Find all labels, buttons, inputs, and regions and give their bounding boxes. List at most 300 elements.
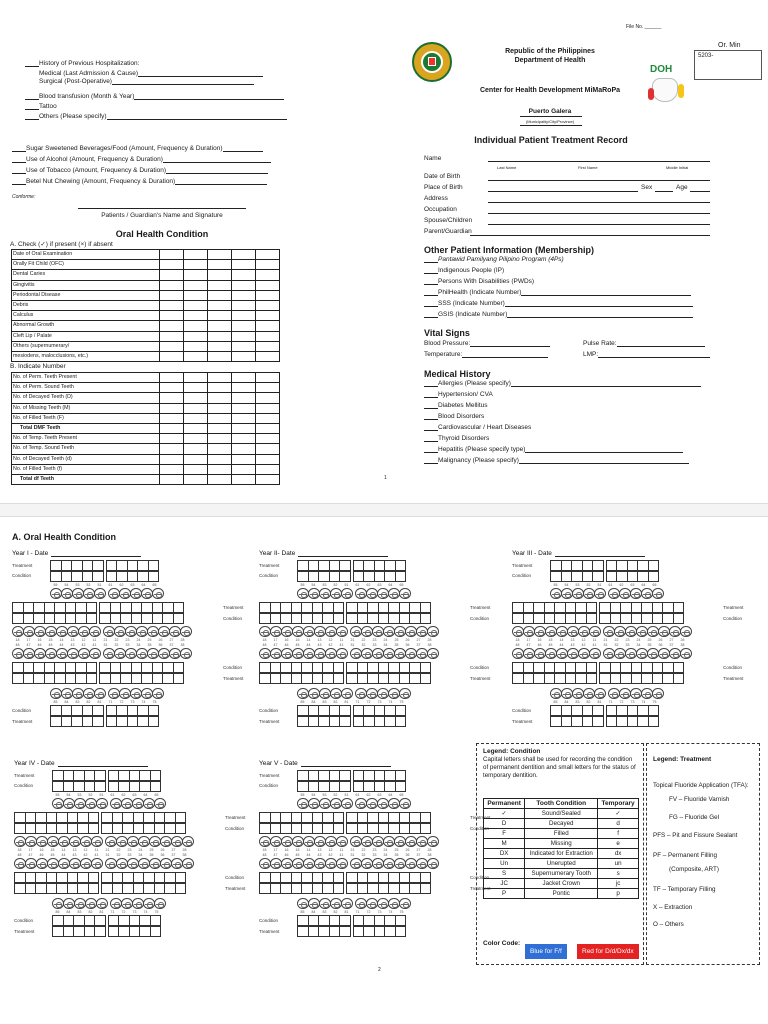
tooth-diagram-icon[interactable] [121,798,133,809]
tooth-diagram-icon[interactable] [319,898,331,909]
tooth-diagram-icon[interactable] [583,588,595,599]
tooth-diagram-icon[interactable] [658,648,670,659]
chart-entry-box[interactable] [333,883,345,894]
entry-cell[interactable] [232,474,256,484]
tooth-diagram-icon[interactable] [85,798,97,809]
tooth-diagram-icon[interactable] [89,648,101,659]
ip-check[interactable]: Indigenous People (IP) [424,267,504,274]
year-date-field[interactable] [51,556,141,557]
entry-cell[interactable] [208,423,232,433]
tooth-diagram-icon[interactable] [336,836,348,847]
tooth-diagram-icon[interactable] [625,648,637,659]
tooth-diagram-icon[interactable] [377,798,389,809]
entry-cell[interactable] [208,321,232,331]
entry-cell[interactable] [256,464,280,474]
dob-field[interactable] [488,180,710,181]
entry-cell[interactable] [256,341,280,351]
tooth-diagram-icon[interactable] [383,836,395,847]
entry-cell[interactable] [160,434,184,444]
bp-field[interactable]: Blood Pressure: [424,340,550,347]
entry-cell[interactable] [256,260,280,270]
entry-cell[interactable] [256,444,280,454]
tooth-diagram-icon[interactable] [52,798,64,809]
chart-entry-box[interactable] [333,872,345,883]
chart-entry-box[interactable] [175,812,187,823]
entry-cell[interactable] [160,403,184,413]
chart-entry-box[interactable] [94,915,106,926]
tooth-diagram-icon[interactable] [158,648,170,659]
tooth-diagram-icon[interactable] [141,688,153,699]
tooth-diagram-icon[interactable] [405,836,417,847]
tooth-diagram-icon[interactable] [297,798,309,809]
tooth-diagram-icon[interactable] [512,648,524,659]
tooth-diagram-icon[interactable] [103,648,115,659]
chart-entry-box[interactable] [648,571,660,582]
tooth-diagram-icon[interactable] [281,858,293,869]
tooth-diagram-icon[interactable] [23,648,35,659]
entry-cell[interactable] [184,383,208,393]
tooth-diagram-icon[interactable] [567,626,579,637]
entry-cell[interactable] [232,280,256,290]
tooth-diagram-icon[interactable] [110,798,122,809]
chart-entry-box[interactable] [92,571,104,582]
entry-cell[interactable] [232,423,256,433]
tooth-diagram-icon[interactable] [169,626,181,637]
tooth-diagram-icon[interactable] [292,836,304,847]
entry-cell[interactable] [256,351,280,361]
chart-entry-box[interactable] [586,673,598,684]
entry-cell[interactable] [160,474,184,484]
entry-cell[interactable] [184,331,208,341]
year-date-field[interactable] [555,556,645,557]
tooth-diagram-icon[interactable] [169,648,181,659]
entry-cell[interactable] [184,300,208,310]
entry-cell[interactable] [232,260,256,270]
tooth-diagram-icon[interactable] [259,626,271,637]
entry-cell[interactable] [256,434,280,444]
entry-cell[interactable] [184,403,208,413]
tooth-diagram-icon[interactable] [372,858,384,869]
tooth-diagram-icon[interactable] [641,588,653,599]
chart-entry-box[interactable] [150,770,162,781]
tooth-diagram-icon[interactable] [105,836,117,847]
tooth-diagram-icon[interactable] [405,648,417,659]
tooth-diagram-icon[interactable] [45,648,57,659]
tooth-diagram-icon[interactable] [281,626,293,637]
tooth-diagram-icon[interactable] [63,798,75,809]
tooth-diagram-icon[interactable] [355,798,367,809]
tooth-diagram-icon[interactable] [303,858,315,869]
entry-cell[interactable] [184,341,208,351]
entry-cell[interactable] [208,464,232,474]
entry-cell[interactable] [208,393,232,403]
tooth-diagram-icon[interactable] [152,588,164,599]
entry-cell[interactable] [184,321,208,331]
tooth-diagram-icon[interactable] [336,626,348,637]
chart-entry-box[interactable] [92,716,104,727]
tooth-diagram-icon[interactable] [281,836,293,847]
tooth-diagram-icon[interactable] [259,836,271,847]
chart-entry-box[interactable] [339,926,351,937]
tooth-diagram-icon[interactable] [14,836,26,847]
entry-cell[interactable] [256,474,280,484]
chart-entry-box[interactable] [420,872,432,883]
tooth-diagram-icon[interactable] [625,626,637,637]
tooth-diagram-icon[interactable] [308,588,320,599]
sugar-field[interactable]: Sugar Sweetened Beverages/Food (Amount, Frequency & Duration) [12,145,263,152]
entry-cell[interactable] [256,300,280,310]
betel-field[interactable]: Betel Nut Chewing (Amount, Frequency & Duration) [12,178,267,185]
entry-cell[interactable] [184,393,208,403]
tooth-diagram-icon[interactable] [270,626,282,637]
tooth-diagram-icon[interactable] [147,648,159,659]
entry-cell[interactable] [160,413,184,423]
chart-entry-box[interactable] [94,781,106,792]
chart-entry-box[interactable] [395,915,407,926]
chart-entry-box[interactable] [586,613,598,624]
pwd-check[interactable]: Persons With Disabilities (PWDs) [424,278,534,285]
tooth-diagram-icon[interactable] [388,898,400,909]
chart-entry-box[interactable] [333,662,345,673]
chart-entry-box[interactable] [420,812,432,823]
blood-transfusion-field[interactable]: Blood transfusion (Month & Year) [25,93,284,100]
tobacco-field[interactable]: Use of Tobacco (Amount, Frequency & Duration) [12,167,268,174]
tattoo-field[interactable]: Tattoo [25,103,57,110]
tooth-diagram-icon[interactable] [138,858,150,869]
sex-field[interactable] [655,191,673,192]
chart-entry-box[interactable] [150,915,162,926]
tooth-diagram-icon[interactable] [127,836,139,847]
entry-cell[interactable] [256,321,280,331]
tooth-diagram-icon[interactable] [427,626,439,637]
tooth-diagram-icon[interactable] [125,648,137,659]
tooth-diagram-icon[interactable] [14,858,26,869]
entry-cell[interactable] [232,444,256,454]
tooth-diagram-icon[interactable] [89,626,101,637]
tooth-diagram-icon[interactable] [355,588,367,599]
entry-cell[interactable] [208,270,232,280]
entry-cell[interactable] [232,351,256,361]
chart-entry-box[interactable] [86,613,98,624]
tooth-diagram-icon[interactable] [619,688,631,699]
tooth-diagram-icon[interactable] [308,798,320,809]
entry-cell[interactable] [208,300,232,310]
tooth-diagram-icon[interactable] [56,648,68,659]
tooth-diagram-icon[interactable] [330,898,342,909]
entry-cell[interactable] [232,290,256,300]
chart-entry-box[interactable] [592,571,604,582]
tooth-diagram-icon[interactable] [50,688,62,699]
entry-cell[interactable] [256,250,280,260]
tooth-diagram-icon[interactable] [647,648,659,659]
tooth-diagram-icon[interactable] [259,648,271,659]
tooth-diagram-icon[interactable] [136,626,148,637]
entry-cell[interactable] [208,383,232,393]
chart-entry-box[interactable] [333,812,345,823]
pob-field[interactable] [488,191,638,192]
chart-entry-box[interactable] [339,770,351,781]
entry-cell[interactable] [208,280,232,290]
tooth-diagram-icon[interactable] [143,898,155,909]
entry-cell[interactable] [256,270,280,280]
surgical-field[interactable]: Surgical (Post-Operative) [39,78,254,85]
entry-cell[interactable] [256,413,280,423]
entry-cell[interactable] [184,474,208,484]
tooth-diagram-icon[interactable] [103,626,115,637]
entry-cell[interactable] [184,423,208,433]
chart-entry-box[interactable] [148,716,160,727]
tooth-diagram-icon[interactable] [383,858,395,869]
tooth-diagram-icon[interactable] [427,836,439,847]
tooth-diagram-icon[interactable] [534,626,546,637]
entry-cell[interactable] [256,331,280,341]
tooth-diagram-icon[interactable] [308,688,320,699]
chart-entry-box[interactable] [148,705,160,716]
entry-cell[interactable] [232,454,256,464]
tooth-diagram-icon[interactable] [567,648,579,659]
tooth-diagram-icon[interactable] [589,648,601,659]
entry-cell[interactable] [160,373,184,383]
tooth-diagram-icon[interactable] [427,858,439,869]
tooth-diagram-icon[interactable] [523,648,535,659]
hepatitis-field[interactable]: Hepatitis (Please specify type) [424,446,683,453]
tooth-diagram-icon[interactable] [578,626,590,637]
tooth-diagram-icon[interactable] [669,626,681,637]
year-date-field[interactable] [301,766,391,767]
entry-cell[interactable] [208,260,232,270]
blood-disorders-check[interactable]: Blood Disorders [424,413,484,420]
thyroid-check[interactable]: Thyroid Disorders [424,435,489,442]
entry-cell[interactable] [160,280,184,290]
tooth-diagram-icon[interactable] [34,648,46,659]
chart-entry-box[interactable] [173,673,185,684]
chart-entry-box[interactable] [395,716,407,727]
chart-entry-box[interactable] [339,571,351,582]
tooth-diagram-icon[interactable] [303,626,315,637]
tooth-diagram-icon[interactable] [394,858,406,869]
tooth-diagram-icon[interactable] [594,688,606,699]
tooth-diagram-icon[interactable] [297,588,309,599]
others-field[interactable]: Others (Please specify) [25,113,287,120]
entry-cell[interactable] [184,250,208,260]
tooth-diagram-icon[interactable] [545,626,557,637]
occupation-field[interactable] [488,213,710,214]
chart-entry-box[interactable] [420,602,432,613]
tooth-diagram-icon[interactable] [83,688,95,699]
chart-entry-box[interactable] [592,705,604,716]
tooth-diagram-icon[interactable] [297,688,309,699]
tooth-diagram-icon[interactable] [292,648,304,659]
entry-cell[interactable] [232,383,256,393]
tooth-diagram-icon[interactable] [25,858,37,869]
chart-entry-box[interactable] [148,560,160,571]
tooth-diagram-icon[interactable] [350,648,362,659]
tooth-diagram-icon[interactable] [641,688,653,699]
tooth-diagram-icon[interactable] [647,626,659,637]
chart-entry-box[interactable] [648,716,660,727]
tooth-diagram-icon[interactable] [180,648,192,659]
tooth-diagram-icon[interactable] [372,626,384,637]
tooth-diagram-icon[interactable] [545,648,557,659]
chart-entry-box[interactable] [92,560,104,571]
tooth-diagram-icon[interactable] [34,626,46,637]
tooth-diagram-icon[interactable] [399,898,411,909]
tooth-diagram-icon[interactable] [578,648,590,659]
chart-entry-box[interactable] [420,662,432,673]
chart-entry-box[interactable] [333,673,345,684]
entry-cell[interactable] [208,311,232,321]
tooth-diagram-icon[interactable] [58,836,70,847]
tooth-diagram-icon[interactable] [325,858,337,869]
entry-cell[interactable] [232,341,256,351]
entry-cell[interactable] [232,403,256,413]
chart-entry-box[interactable] [592,560,604,571]
tooth-diagram-icon[interactable] [377,898,389,909]
tooth-diagram-icon[interactable] [394,836,406,847]
tooth-diagram-icon[interactable] [388,798,400,809]
tooth-diagram-icon[interactable] [67,626,79,637]
pantawid-check[interactable]: Pantawid Pamilyang Pilipino Program (4Ps) [424,256,564,263]
tooth-diagram-icon[interactable] [383,626,395,637]
tooth-diagram-icon[interactable] [130,688,142,699]
tooth-diagram-icon[interactable] [171,836,183,847]
chart-entry-box[interactable] [150,926,162,937]
chart-entry-box[interactable] [333,823,345,834]
chart-entry-box[interactable] [86,602,98,613]
entry-cell[interactable] [232,311,256,321]
entry-cell[interactable] [160,423,184,433]
tooth-diagram-icon[interactable] [680,648,692,659]
tooth-diagram-icon[interactable] [149,836,161,847]
tooth-diagram-icon[interactable] [366,898,378,909]
entry-cell[interactable] [256,403,280,413]
tooth-diagram-icon[interactable] [341,588,353,599]
tooth-diagram-icon[interactable] [416,626,428,637]
entry-cell[interactable] [184,444,208,454]
tooth-diagram-icon[interactable] [141,588,153,599]
tooth-diagram-icon[interactable] [52,898,64,909]
entry-cell[interactable] [208,403,232,413]
tooth-diagram-icon[interactable] [143,798,155,809]
alcohol-field[interactable]: Use of Alcohol (Amount, Frequency & Duration) [12,156,271,163]
entry-cell[interactable] [208,434,232,444]
tooth-diagram-icon[interactable] [23,626,35,637]
entry-cell[interactable] [208,290,232,300]
tooth-diagram-icon[interactable] [119,688,131,699]
chart-entry-box[interactable] [592,716,604,727]
tooth-diagram-icon[interactable] [67,648,79,659]
tooth-diagram-icon[interactable] [523,626,535,637]
tooth-diagram-icon[interactable] [83,588,95,599]
tooth-diagram-icon[interactable] [630,688,642,699]
tooth-diagram-icon[interactable] [36,858,48,869]
tooth-diagram-icon[interactable] [74,798,86,809]
entry-cell[interactable] [184,311,208,321]
age-field[interactable] [690,191,710,192]
year-date-field[interactable] [58,766,148,767]
tooth-diagram-icon[interactable] [270,858,282,869]
entry-cell[interactable] [160,393,184,403]
tooth-diagram-icon[interactable] [341,798,353,809]
allergies-field[interactable]: Allergies (Please specify) [424,380,701,387]
entry-cell[interactable] [184,351,208,361]
tooth-diagram-icon[interactable] [630,588,642,599]
tooth-diagram-icon[interactable] [377,588,389,599]
tooth-diagram-icon[interactable] [36,836,48,847]
chart-entry-box[interactable] [420,823,432,834]
tooth-diagram-icon[interactable] [292,626,304,637]
entry-cell[interactable] [256,383,280,393]
tooth-diagram-icon[interactable] [182,836,194,847]
chart-entry-box[interactable] [88,883,100,894]
tooth-diagram-icon[interactable] [336,648,348,659]
tooth-diagram-icon[interactable] [636,648,648,659]
tooth-diagram-icon[interactable] [550,588,562,599]
tooth-diagram-icon[interactable] [614,648,626,659]
tooth-diagram-icon[interactable] [361,626,373,637]
chart-entry-box[interactable] [673,613,685,624]
tooth-diagram-icon[interactable] [561,588,573,599]
entry-cell[interactable] [184,464,208,474]
tooth-diagram-icon[interactable] [330,798,342,809]
tooth-diagram-icon[interactable] [416,836,428,847]
entry-cell[interactable] [208,474,232,484]
malignancy-field[interactable]: Malignancy (Please specify) [424,457,689,464]
tooth-diagram-icon[interactable] [361,648,373,659]
tooth-diagram-icon[interactable] [132,898,144,909]
entry-cell[interactable] [208,413,232,423]
tooth-diagram-icon[interactable] [330,688,342,699]
lmp-field[interactable]: LMP: [583,351,710,358]
tooth-diagram-icon[interactable] [399,688,411,699]
chart-entry-box[interactable] [420,883,432,894]
tooth-diagram-icon[interactable] [47,836,59,847]
tooth-diagram-icon[interactable] [355,688,367,699]
tooth-diagram-icon[interactable] [25,836,37,847]
tooth-diagram-icon[interactable] [416,858,428,869]
chart-entry-box[interactable] [175,823,187,834]
tooth-diagram-icon[interactable] [636,626,648,637]
tooth-diagram-icon[interactable] [69,836,81,847]
tooth-diagram-icon[interactable] [608,688,620,699]
tooth-diagram-icon[interactable] [61,688,73,699]
tooth-diagram-icon[interactable] [119,588,131,599]
tooth-diagram-icon[interactable] [132,798,144,809]
tooth-diagram-icon[interactable] [63,898,75,909]
tooth-diagram-icon[interactable] [91,836,103,847]
tooth-diagram-icon[interactable] [85,898,97,909]
entry-cell[interactable] [160,351,184,361]
entry-cell[interactable] [232,413,256,423]
entry-cell[interactable] [184,413,208,423]
chart-entry-box[interactable] [88,812,100,823]
tooth-diagram-icon[interactable] [361,858,373,869]
tooth-diagram-icon[interactable] [619,588,631,599]
tooth-diagram-icon[interactable] [47,858,59,869]
tooth-diagram-icon[interactable] [572,688,584,699]
tooth-diagram-icon[interactable] [270,836,282,847]
tooth-diagram-icon[interactable] [608,588,620,599]
tooth-diagram-icon[interactable] [74,898,86,909]
tooth-diagram-icon[interactable] [160,858,172,869]
entry-cell[interactable] [160,270,184,280]
entry-cell[interactable] [160,444,184,454]
tooth-diagram-icon[interactable] [91,858,103,869]
chart-entry-box[interactable] [175,883,187,894]
tooth-diagram-icon[interactable] [330,588,342,599]
entry-cell[interactable] [160,321,184,331]
tooth-diagram-icon[interactable] [160,836,172,847]
